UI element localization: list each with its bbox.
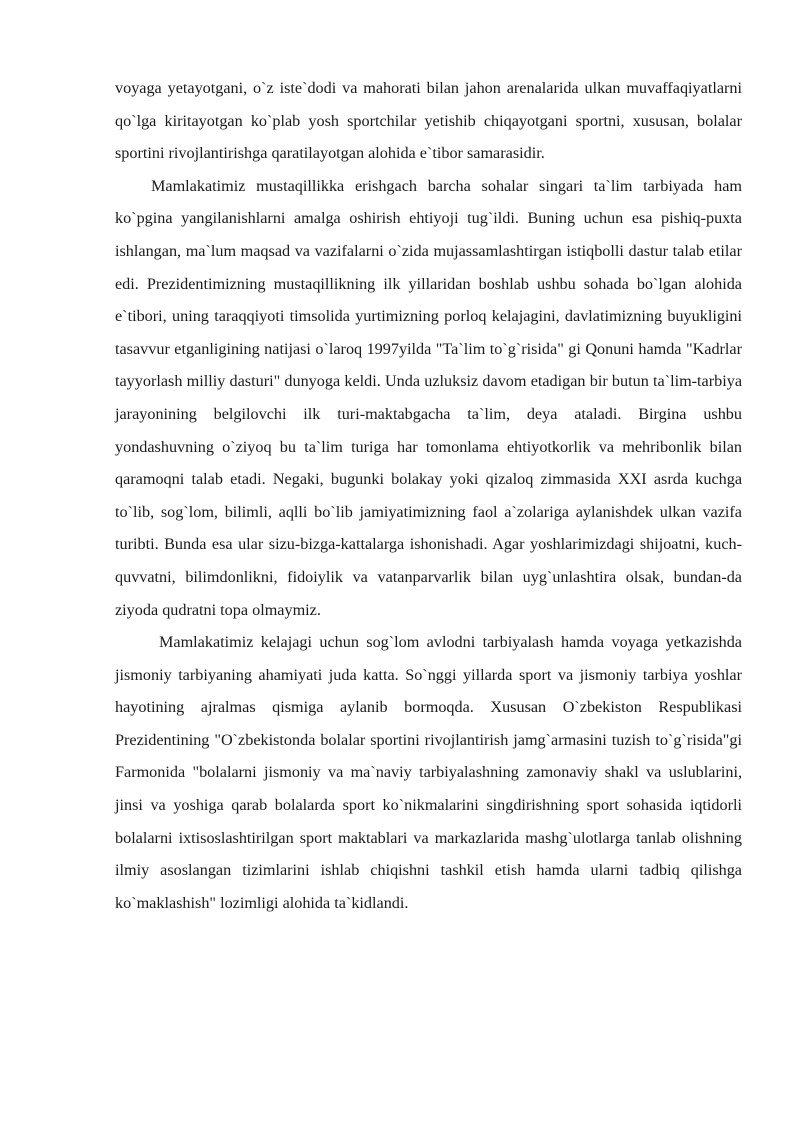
paragraph-continuation: voyaga yetayotgani, o`z iste`dodi va mahorati bilan jahon arenalarida ulkan muvaffaqiyatlarni qo`lga kiritayotgan ko`plab yosh sportchilar yetishib chiqayotgani sportni, xususan, bolalar sportini rivojlantirishga qaratilayotgan alohida e`tibor samarasidir.	[115, 79, 742, 163]
paragraph-physical-education: Mamlakatimiz kelajagi uchun sog`lom avlodni tarbiyalash hamda voyaga yetkazishda jismoniy tarbiyaning ahamiyati juda katta. So`nggi yillarda sport va jismoniy tarbiya yoshlar hayotining ajralmas qismiga aylanib bormoqda. Xususan O`zbekiston Respublikasi Prezidentining "O`zbekistonda bolalar sportini rivojlantirish jamg`armasini tuzish to`g`risida"gi Farmonida "bolalarni jismoniy va ma`naviy tarbiyalashning zamonaviy shakl va uslublarini, jinsi va yoshiga qarab bolalarda sport ko`nikmalarini singdirishning sport sohasida iqtidorli bolalarni ixtisoslashtirilgan sport maktablari va markazlarida mashg`ulotlarga tanlab olishning ilmiy asoslangan tizimlarini ishlab chiqishni tashkil etish hamda ularni tadbiq qilishga ko`maklashish" lozimligi alohida ta`kidlandi.	[115, 633, 742, 912]
paragraph-education-reform: Mamlakatimiz mustaqillikka erishgach barcha sohalar singari ta`lim tarbiyada ham ko`pgina yangilanishlarni amalga oshirish ehtiyoji tug`ildi. Buning uchun esa pishiq-puxta ishlangan, ma`lum maqsad va vazifalarni o`zida mujassamlashtirgan istiqbolli dastur talab etilar edi. Prezidentimizning mustaqillikning ilk yillaridan boshlab ushbu sohada bo`lgan alohida e`tibori, uning taraqqiyoti timsolida yurtimizning porloq kelajagini, davlatimizning buyukligini tasavvur etganligining natijasi o`laroq 1997yilda "Ta`lim to`g`risida" gi Qonuni hamda "Kadrlar tayyorlash milliy dasturi" dunyoga keldi. Unda uzluksiz davom etadigan bir butun ta`lim-tarbiya jarayonining belgilovchi ilk turi-maktabgacha ta`lim, deya ataladi. Birgina ushbu yondashuvning o`ziyoq bu ta`lim turiga har tomonlama ehtiyotkorlik va mehribonlik bilan qaramoqni talab etadi. Negaki, bugunki bolakay yoki qizaloq zimmasida XXI asrda kuchga to`lib, sog`lom, bilimli, aqlli bo`lib jamiyatimizning faol a`zolariga aylanishdek ulkan vazifa turibti. Bunda esa ular sizu-bizga-kattalarga ishonishadi. Agar yoshlarimizdagi shijoatni, kuch-quvvatni, bilimdonlikni, fidoiylik va vatanparvarlik bilan uyg`unlashtira olsak, bundan-da ziyoda qudratni topa olmaymiz.	[115, 176, 742, 619]
document-page	[115, 72, 742, 919]
